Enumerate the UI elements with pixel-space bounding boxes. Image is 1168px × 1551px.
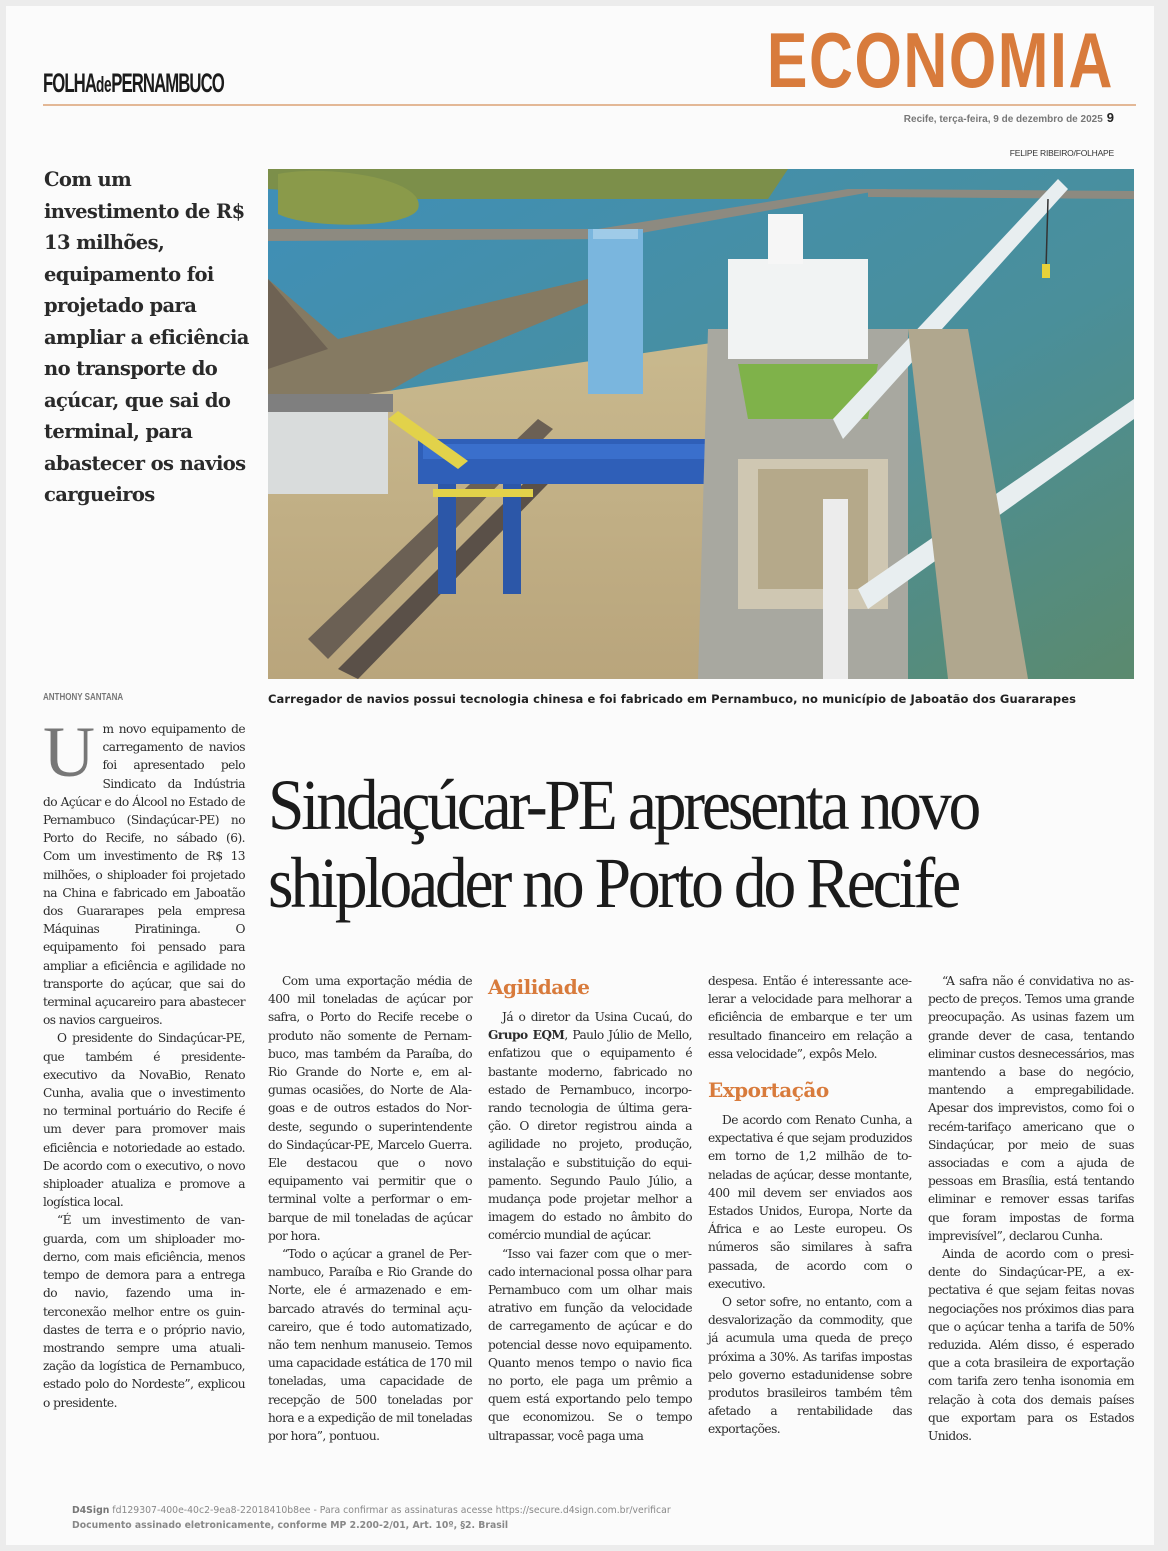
newspaper-page <box>6 6 1154 1545</box>
port-shiploader-photo <box>268 169 1134 679</box>
photo-caption: Carregador de navios possui tecnologia chinesa e foi fabricado em Pernambuco, no município de Jaboatão dos Guararapes <box>268 692 1077 706</box>
section-title: ECONOMIA <box>766 16 1114 104</box>
article-column-4 <box>708 972 912 1439</box>
masthead-de: de <box>96 72 112 97</box>
subhead-exportacao: Exportação <box>708 1078 829 1103</box>
masthead-folha: FOLHA <box>43 68 97 98</box>
subhead-agilidade: Agilidade <box>488 975 590 999</box>
paragraph: m novo equipamento de carregamento de navios foi apresentado pelo Sindicato da Indústria do Açúcar e do Álcool no Estado de Pernambuco (Sindaçúcar-PE) no Porto do Recife, no sábado (6). Com um investimento de R$ 13 milhões, o shiploader foi projetado na China e fabricado em Jaboatão dos Guararapes pela empresa Máquinas Piratininga. O equipamento foi pensado para ampliar a eficiência e agilidade no transporte do açúcar, que sai do terminal açucareiro para abastecer os navios cargueiros. <box>43 722 245 1028</box>
article-photo <box>268 169 1134 679</box>
paragraph-text: , Paulo Júlio de Mello, enfatizou que o equipamento é bastante moderno, fabricado no estado de Pernambuco, incorporando tecnologia de última geração. O diretor registrou ainda a agilidade no projeto, produção, instalação e substituição do equipamento. Segundo Paulo Júlio, a mudança pode projetar melhor a imagem do estado no âmbito do comércio mundial de açúcar. <box>488 1028 693 1243</box>
paragraph: Com uma exportação média de 400 mil toneladas de açúcar por safra, o Porto do Recife recebe o produto não somente de Pernambuco, mas também da Paraíba, do Rio Grande do Norte e, em algumas ocasiões, do Norte de Alagoas e de outros estados do Nordeste, segundo o superintendente do Sindaçúcar-PE, Marcelo Guerra. Ele destacou que o novo equipamento vai permitir que o terminal volte a performar o embarque de mil toneladas de açúcar por hora. <box>268 974 472 1243</box>
paragraph: despesa. Então é interessante acelerar a velocidade para melhorar a eficiência de embarque e ter um resultado financeiro em relação a essa velocidade”, expôs Melo. <box>708 974 912 1061</box>
paragraph: “Todo o açúcar a granel de Pernambuco, Paraíba e Rio Grande do Norte, ele é armazenado e embarcado através do terminal açucareiro, que é todo automatizado, não tem nenhum manuseio. Temos uma capacidade estática de 170 mil toneladas, uma capacidade de recepção de 500 toneladas por hora e a expedição de mil toneladas por hora”, pontuou. <box>268 1247 472 1444</box>
article-headline <box>268 766 1069 922</box>
drop-cap: U <box>43 712 95 792</box>
date-text: Recife, terça-feira, 9 de dezembro de 2025 <box>903 114 1103 125</box>
article-column-3 <box>488 972 692 1445</box>
company-name: Grupo EQM <box>488 1028 565 1043</box>
paragraph: “É um investimento de vanguarda, com um shiploader moderno, com mais eficiência, menos tempo de demora para a entrega do navio, fazendo uma interconexão melhor entre os guindastes de terra e o próprio navio, mostrando sempre uma atualização da logística de Pernambuco, estado polo do Nordeste”, explicou o presidente. <box>43 1213 245 1410</box>
signature-verification-text: fd129307-400e-40c2-9ea8-22018410b8ee - Para confirmar as assinaturas acesse https://secure.d4sign.com.br/verificar <box>109 1505 671 1516</box>
photo-credit: FELIPE RIBEIRO/FOLHAPE <box>1009 148 1114 158</box>
paragraph-text: Já o diretor da Usina Cucaú, do <box>502 1010 692 1024</box>
paragraph: Ainda de acordo com o presidente do Sindaçúcar-PE, a expectativa é que sejam feitas novas negociações nos próximos dias para que o açúcar tenha a tarifa de 50% reduzida. Além disso, é esperado que a cota brasileira de exportação com tarifa zero tenha isonomia em relação à cota dos demais países que exportam para os Estados Unidos. <box>928 1247 1134 1444</box>
paragraph: De acordo com Renato Cunha, a expectativa é que sejam produzidos em torno de 1,2 milhão de toneladas de açúcar, desse montante, 400 mil devem ser enviados aos Estados Unidos, Europa, Norte da África e ao Leste europeu. Os números são similares à safra passada, de acordo com o executivo. <box>708 1113 912 1291</box>
paragraph: O setor sofre, no entanto, com a desvalorização da commodity, que já acumula uma queda de preço próxima a 30%. As tarifas impostas pelo governo estadunidense sobre produtos brasileiros também têm afetado a rentabilidade das exportações. <box>708 1295 912 1437</box>
signature-footer <box>72 1505 671 1516</box>
headline-line-2: shiploader no Porto do Recife <box>268 843 959 923</box>
headline-line-1: Sindaçúcar-PE apresenta novo <box>268 765 979 845</box>
paragraph: “Isso vai fazer com que o mercado internacional possa olhar para Pernambuco com um olhar mais atrativo em função da velocidade de carregamento de açúcar e do potencial desse novo equipamento. Quanto menos tempo o navio fica no porto, ele paga um prêmio a quem está exportando pelo tempo que economizou. Se o tempo ultrapassar, você paga uma <box>488 1246 692 1443</box>
article-column-5 <box>928 972 1134 1445</box>
paragraph: O presidente do Sindaçúcar-PE, que também é presidente-executivo da NovaBio, Renato Cunha, avalia que o investimento no terminal portuário do Recife é um dever para promover mais eficiência e notoriedade ao estado. De acordo com o executivo, o novo shiploader atualiza e promove a logística local. <box>43 1031 245 1210</box>
page-number: 9 <box>1106 110 1114 125</box>
article-deck: Com um investimento de R$ 13 milhões, equipamento foi projetado para ampliar a eficiência no transporte do açúcar, que sai do terminal, para abastecer os navios cargueiros <box>44 168 249 506</box>
d4sign-brand: D4Sign <box>72 1505 110 1516</box>
signature-legal-text: Documento assinado eletronicamente, conforme MP 2.200-2/01, Art. 10º, §2. Brasil <box>72 1520 509 1531</box>
article-column-2 <box>268 972 472 1445</box>
byline: ANTHONY SANTANA <box>43 692 124 703</box>
article-column-1 <box>43 712 245 1412</box>
masthead-pernambuco: PERNAMBUCO <box>111 68 224 98</box>
header-rule <box>43 104 1136 106</box>
paragraph <box>488 1008 692 1245</box>
paragraph: “A safra não é convidativa no aspecto de preços. Temos uma grande preocupação. As usinas fazem um grande dever de casa, tentando eliminar custos desnecessários, mas mantendo a base do negócio, mantendo a empregabilidade. Apesar dos imprevistos, como foi o recém-tarifaço americano que o Sindaçúcar, por meio de suas associadas e com a ajuda de pessoas em Brasília, está tentando eliminar e remover essas tarifas que foram impostas de forma imprevisível”, declarou Cunha. <box>928 974 1134 1243</box>
dateline <box>904 110 1114 125</box>
masthead-logo <box>43 68 224 99</box>
